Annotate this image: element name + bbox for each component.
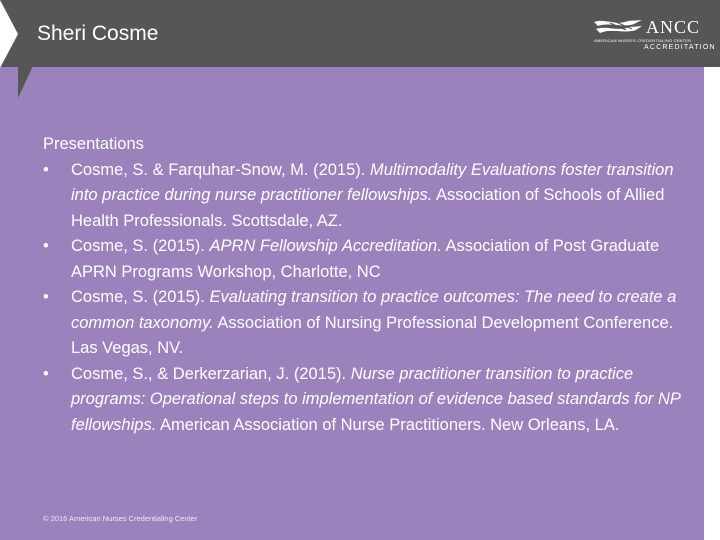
list-item (43, 362, 693, 439)
chevron-arrow-icon (0, 0, 18, 68)
citation-venue: American Association of Nurse Practitioners. New Orleans, LA. (156, 415, 620, 434)
logo-tagline: AMERICAN NURSES CREDENTIALING CENTER (594, 38, 692, 43)
citation-venue: Association of Post Graduate APRN Programs Workshop, Charlotte, NC (71, 237, 660, 281)
citation-text: Cosme, S. (2015). (71, 237, 210, 255)
bullet-icon: • (43, 364, 49, 383)
list-item (43, 158, 693, 235)
citation-text: Cosme, S. & Farquhar-Snow, M. (2015). (71, 160, 370, 179)
logo-subtitle: ACCREDITATION (644, 44, 716, 51)
list-item (43, 285, 693, 362)
bullet-icon: • (43, 237, 49, 255)
citation-text: Cosme, S. (2015). (71, 288, 210, 306)
bullet-icon: • (43, 160, 49, 179)
citation-text: Cosme, S., & Derkerzarian, J. (2015). (71, 364, 351, 383)
ancc-logo (592, 17, 716, 52)
citation-title: APRN Fellowship Accreditation. (209, 237, 442, 255)
citation-title: Multimodality Evaluations foster transition into practice during nurse practitioner fellowships. (71, 160, 674, 204)
content-body (43, 132, 693, 438)
citation-title: Evaluating transition to practice outcomes: The need to create a common taxonomy. (71, 288, 677, 332)
logo-name: ANCC (646, 17, 701, 37)
header-bar (0, 0, 720, 67)
citation-venue: Association of Nursing Professional Development Conference. Las Vegas, NV. (71, 313, 674, 357)
footer-copyright: © 2016 American Nurses Credentialing Center (43, 514, 198, 523)
bullet-icon: • (43, 288, 49, 306)
right-edge-strip (704, 67, 720, 540)
section-title: Presentations (43, 135, 144, 153)
presentation-list (43, 158, 693, 439)
slide-title: Sheri Cosme (37, 22, 159, 45)
wave-logo-icon (592, 18, 644, 36)
citation-venue: Association of Schools of Allied Health Professionals. Scottsdale, AZ. (71, 186, 665, 230)
list-item (43, 234, 693, 285)
citation-title: Nurse practitioner transition to practice programs: Operational steps to implementation of evidence based standards for NP fellowships. (71, 364, 681, 434)
